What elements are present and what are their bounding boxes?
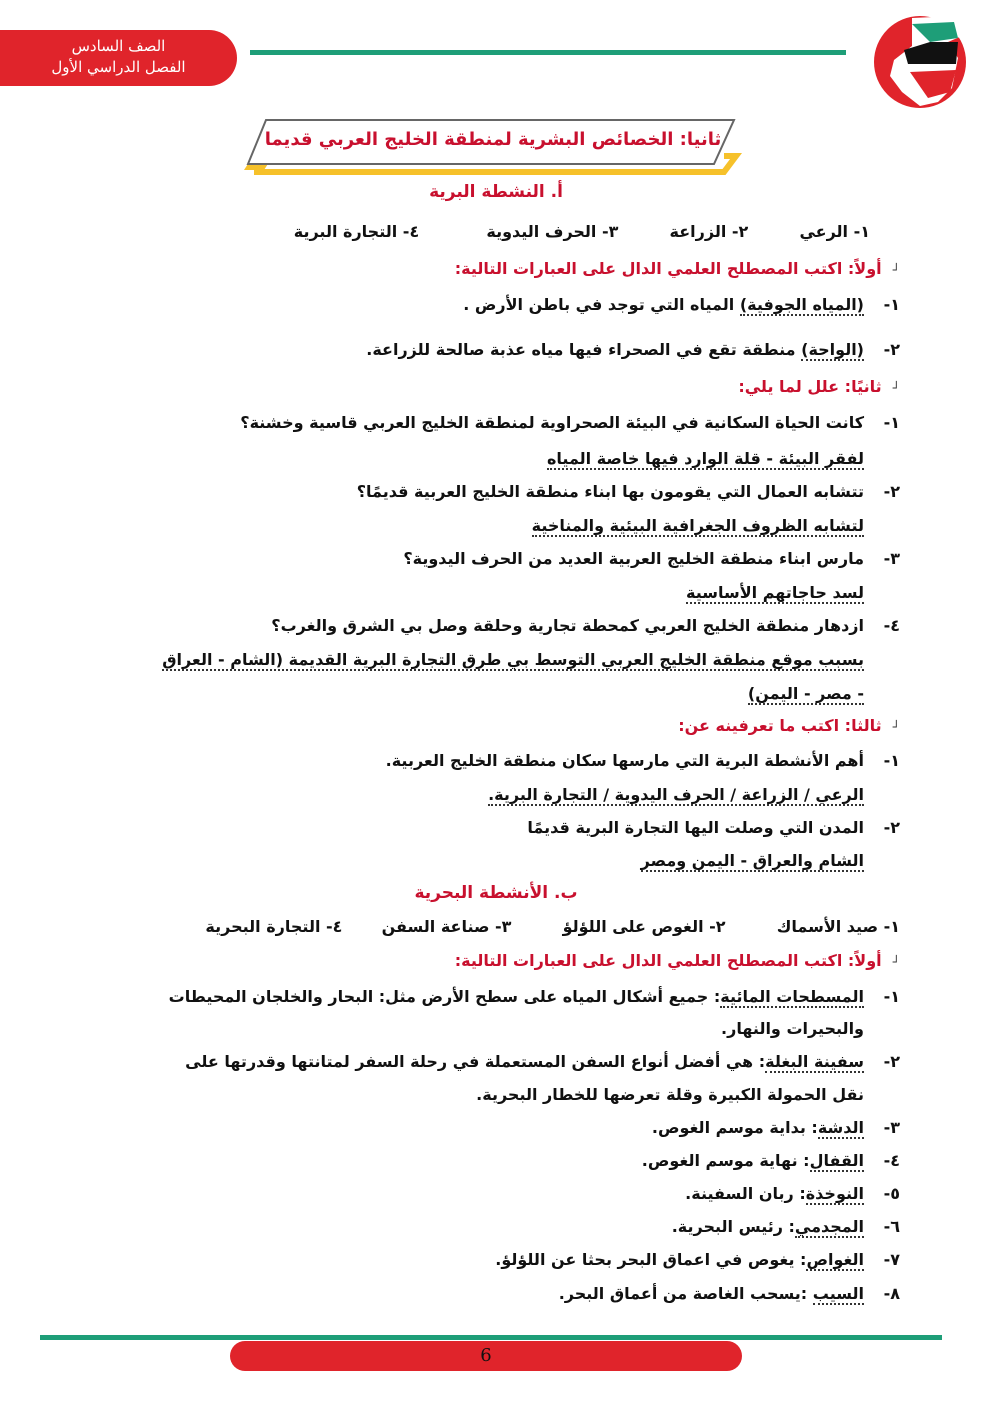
sea-q1-item: ٣-الدشة: بداية موسم الغوص.: [651, 1118, 900, 1137]
page-number: 6: [230, 1341, 742, 1371]
land-activity: ٣- الحرف اليدوية: [486, 222, 619, 241]
land-q3-answer: الرعي / الزراعة / الحرف اليدوية / التجارة البرية.: [488, 785, 864, 804]
land-q2-question: ١-كانت الحياة السكانية في البيئة الصحراوية لمنطقة الخليج العربي قاسية وخشنة؟: [240, 413, 900, 432]
grade-badge: [0, 30, 237, 86]
land-activity: ٤- التجارة البرية: [293, 222, 420, 241]
sea-q1-item-cont: والبحيرات والنهار.: [721, 1019, 864, 1038]
sea-q1-item: ٧-الغواص: يغوص في اعماق البحر بحثا عن اللؤلؤ.: [495, 1250, 900, 1269]
land-q3-title: ┘ ثالثا: اكتب ما تعرفينه عن:: [678, 716, 900, 735]
semester-label: الفصل الدراسي الأول: [51, 58, 186, 76]
sea-q1-item: ٦-المجدمي: رئيس البحرية.: [671, 1217, 900, 1236]
land-q1-title: ┘ أولاً: اكتب المصطلح العلمي الدال على العبارات التالية:: [454, 259, 900, 278]
grade-label: الصف السادس: [71, 37, 166, 55]
land-q1-item: ٢-(الواحة) منطقة تقع في الصحراء فيها مياه عذبة صالحة للزراعة.: [366, 340, 900, 359]
land-activity: ١- الرعي: [799, 222, 870, 241]
section-title: ثانيا: الخصائص البشرية لمنطقة الخليج العربي قديما: [264, 129, 722, 150]
land-q2-answer: لفقر البيئة - قلة الوارد فيها خاصة المياه: [546, 449, 864, 468]
land-q2-question: ٣-مارس ابناء منطقة الخليج العربية العديد من الحرف اليدوية؟: [403, 549, 900, 568]
term: السيب: [812, 1284, 864, 1303]
kuwait-map-logo-icon: [868, 6, 968, 110]
sea-q1-item-cont: نقل الحمولة الكبيرة وقلة تعرضها للخطار البحرية.: [476, 1085, 864, 1104]
term: المسطحات المائية: [720, 987, 864, 1006]
land-q2-question: ٤-ازدهار منطقة الخليج العربي كمحطة تجارية وحلقة وصل بي الشرق والغرب؟: [271, 616, 900, 635]
land-q2-answer: لسد حاجاتهم الأساسية: [686, 583, 864, 602]
land-q3-question: ١-أهم الأنشطة البرية التي مارسها سكان منطقة الخليج العربية.: [385, 751, 900, 770]
land-q2-question: ٢-تتشابه العمال التي يقومون بها ابناء منطقة الخليج العربية قديمًا؟: [356, 482, 900, 501]
land-q3-question: ٢-المدن التي وصلت اليها التجارة البرية قديمًا: [527, 818, 900, 837]
sea-activity: ٣- صناعة السفن: [381, 917, 512, 936]
header-divider: [250, 50, 846, 55]
land-q3-answer: الشام والعراق - اليمن ومصر: [640, 851, 864, 870]
land-q2-answer: لتشابه الظروف الجغرافية البيئية والمناخية: [531, 516, 864, 535]
term: الغواص: [806, 1250, 864, 1269]
footer-divider: [40, 1335, 942, 1340]
sea-q1-item: ١-المسطحات المائية: جميع أشكال المياه على سطح الأرض مثل: البحار والخلجان المحيطات: [168, 987, 900, 1006]
term: (الواحة): [801, 340, 864, 359]
term: سفينة البغلة: [765, 1052, 864, 1071]
term: الدشة: [817, 1118, 864, 1137]
sea-q1-item: ٥-النوخذة: ربان السفينة.: [685, 1184, 900, 1203]
sea-q1-item: ٢-سفينة البغلة: هي أفضل أنواع السفن المستعملة في رحلة السفر لمتانتها وقدرتها على: [185, 1052, 900, 1071]
land-activities: [294, 222, 870, 241]
land-q2-answer: بسبب موقع منطقة الخليج العربي التوسط بي طرق التجارة البرية القديمة (الشام - العراق: [162, 650, 864, 669]
sea-activity: ١- صيد الأسماك: [776, 917, 900, 936]
sea-q1-item: ٤-القفال: نهاية موسم الغوص.: [641, 1151, 900, 1170]
term: المجدمي: [794, 1217, 864, 1236]
term: القفال: [809, 1151, 864, 1170]
sea-activity: ٢- الغوص على اللؤلؤ: [562, 917, 726, 936]
land-q2-title: ┘ ثانيًا: علل لما يلي:: [738, 377, 900, 396]
land-activity: ٢- الزراعة: [669, 222, 749, 241]
land-heading: أ. النشطة البرية: [429, 182, 563, 202]
land-q2-answer-cont: - مصر - اليمن): [747, 684, 864, 703]
sea-q1-title: ┘ أولاً: اكتب المصطلح العلمي الدال على العبارات التالية:: [454, 951, 900, 970]
sea-activity: ٤- التجارة البحرية: [205, 917, 343, 936]
sea-heading: ب. الأنشطة البحرية: [414, 883, 578, 903]
sea-q1-item: ٨-السيب :يسحب الغاصة من أعماق البحر.: [558, 1284, 900, 1303]
sea-activities: [205, 917, 900, 936]
land-q1-item: ١-(المياه الجوفية) المياه التي توجد في باطن الأرض .: [463, 295, 900, 314]
term: (المياه الجوفية): [739, 295, 864, 314]
term: النوخذة: [805, 1184, 864, 1203]
